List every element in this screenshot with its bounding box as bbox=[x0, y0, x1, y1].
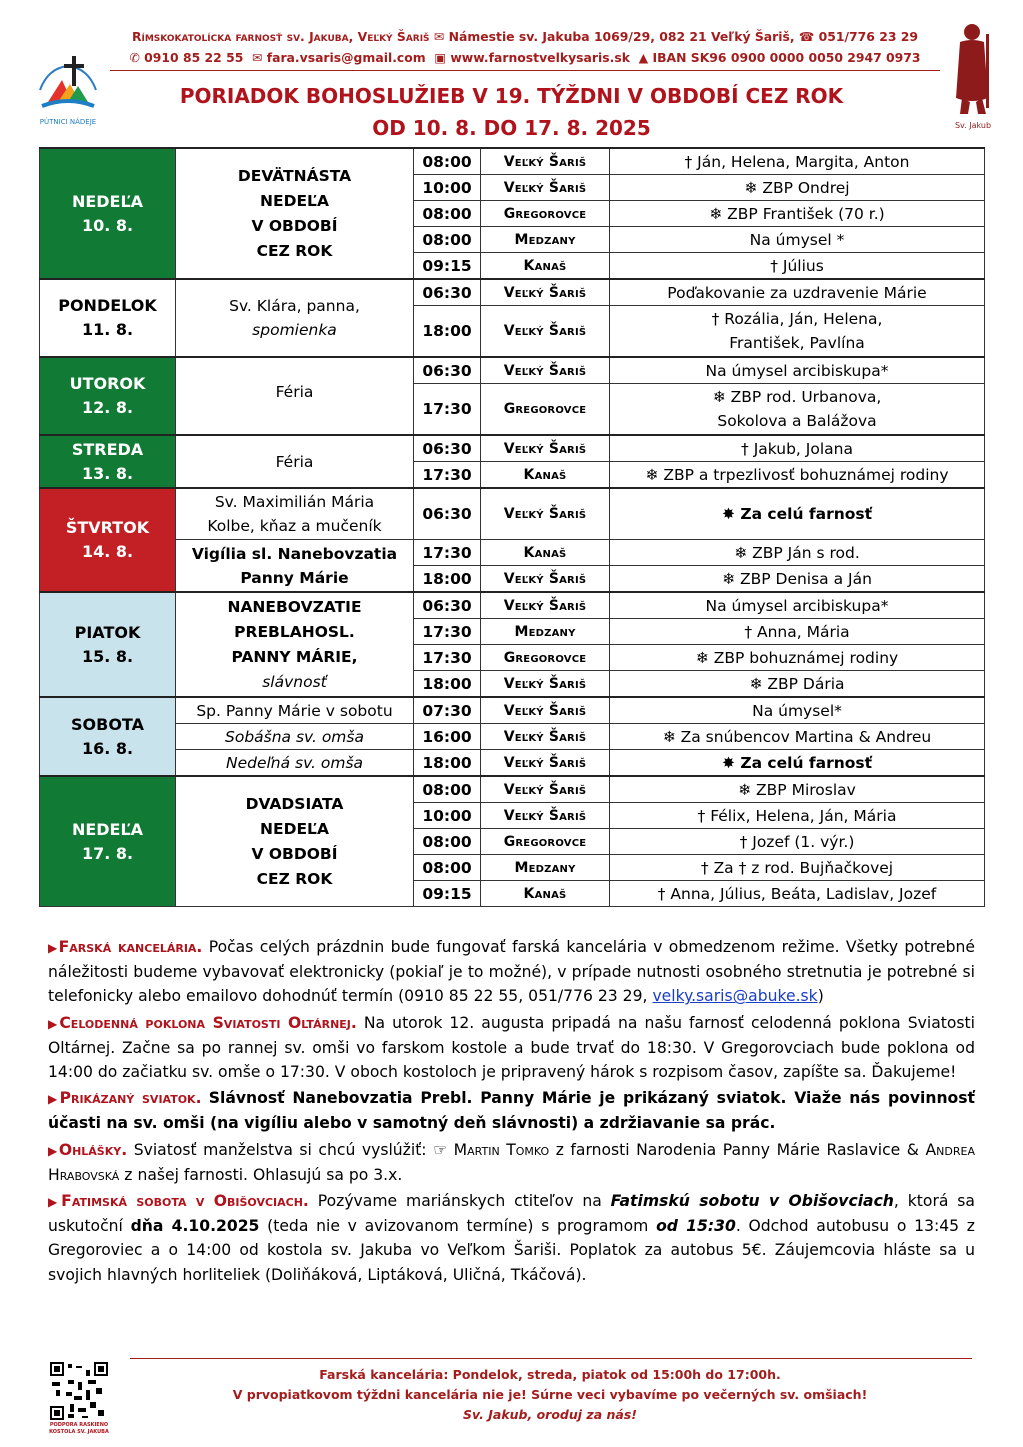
place-cell: Kanaš bbox=[481, 462, 610, 489]
email-link[interactable]: velky.saris@abuke.sk bbox=[652, 987, 818, 1006]
prayer-line: Sv. Jakub, oroduj za nás! bbox=[463, 1407, 637, 1422]
table-row bbox=[40, 148, 985, 175]
feast-cell: DVADSIATA NEDEĽA V OBDOBÍ CEZ ROK bbox=[176, 776, 414, 907]
qr-code[interactable] bbox=[50, 1362, 108, 1420]
time-cell: 17:30 bbox=[414, 384, 481, 436]
table-row bbox=[40, 279, 985, 306]
day-cell: PONDELOK 11. 8. bbox=[40, 279, 176, 357]
time-cell: 16:00 bbox=[414, 724, 481, 750]
intent-cell: † Ján, Helena, Margita, Anton bbox=[610, 148, 985, 175]
parish-email[interactable]: fara.vsaris@gmail.com bbox=[266, 50, 426, 65]
table-row bbox=[40, 488, 985, 540]
place-cell: Kanaš bbox=[481, 881, 610, 907]
parish-iban: IBAN SK96 0900 0000 0050 2947 0973 bbox=[652, 50, 921, 65]
time-cell: 10:00 bbox=[414, 803, 481, 829]
contact-line-1 bbox=[110, 26, 940, 47]
place-cell: Veľký Šariš bbox=[481, 435, 610, 462]
place-cell: Medzany bbox=[481, 227, 610, 253]
table-row bbox=[40, 540, 985, 566]
place-cell: Kanaš bbox=[481, 253, 610, 280]
pointing-hand-icon: ☞ bbox=[433, 1140, 448, 1159]
triangle-bullet-icon: ▶ bbox=[48, 941, 59, 955]
time-cell: 17:30 bbox=[414, 462, 481, 489]
table-row bbox=[40, 724, 985, 750]
announcement-adoration: ▶Celodenná poklona Sviatosti Oltárnej. Na utorok 12. augusta pripadá na našu farnosť celodenná poklona Sviatosti Oltárnej. Začne sa po rannej sv. omši vo farskom kostole a bude trvať do 18:30. V Gregorovciach bude poklona od 14:00 do začiatku sv. omše o 17:30. V oboch kostoloch je pripravený hárok s rozpisom časov, zapíšte sa. Ďakujeme! bbox=[48, 1013, 976, 1082]
time-cell: 10:00 bbox=[414, 175, 481, 201]
announcement-holyday: ▶Prikázaný sviatok. Slávnosť Nanebovzatia Prebl. Panny Márie je prikázaný sviatok. Viaže nás povinnosť účasti na sv. omši (na vigíliu alebo v samotný deň slávnosti) a zdržiavanie sa prác. bbox=[48, 1089, 975, 1133]
time-cell: 06:30 bbox=[414, 279, 481, 306]
time-cell: 06:30 bbox=[414, 592, 481, 619]
time-cell: 08:00 bbox=[414, 855, 481, 881]
intent-cell: Na úmysel arcibiskupa* bbox=[610, 357, 985, 384]
day-cell: ŠTVRTOK 14. 8. bbox=[40, 488, 176, 592]
intent-cell: ❄ Za snúbencov Martina & Andreu bbox=[610, 724, 985, 750]
place-cell: Medzany bbox=[481, 619, 610, 645]
place-cell: Gregorovce bbox=[481, 201, 610, 227]
time-cell: 06:30 bbox=[414, 435, 481, 462]
feast-cell: Vigília sl. Nanebovzatia Panny Márie bbox=[176, 540, 414, 593]
place-cell: Veľký Šariš bbox=[481, 279, 610, 306]
feast-cell: DEVÄTNÁSTA NEDEĽA V OBDOBÍ CEZ ROK bbox=[176, 148, 414, 279]
time-cell: 17:30 bbox=[414, 540, 481, 566]
day-cell: UTOROK 12. 8. bbox=[40, 357, 176, 435]
table-row bbox=[40, 750, 985, 777]
mobile-icon: ✆ bbox=[129, 50, 140, 65]
place-cell: Veľký Šariš bbox=[481, 697, 610, 724]
triangle-bullet-icon: ▶ bbox=[48, 1092, 60, 1107]
place-cell: Veľký Šariš bbox=[481, 148, 610, 175]
time-cell: 08:00 bbox=[414, 148, 481, 175]
intent-cell: † Anna, Mária bbox=[610, 619, 985, 645]
announcement-banns: ▶Ohlášky. Sviatosť manželstva si chcú vyslúžiť: ☞ Martin Tomko z farnosti Narodenia Panny Márie Raslavice & Andrea Hrabovská z našej farnosti. Ohlasujú sa po 3.x. bbox=[48, 1140, 975, 1184]
parish-contact-header bbox=[110, 26, 940, 71]
table-row bbox=[40, 435, 985, 462]
day-cell: NEDEĽA 17. 8. bbox=[40, 776, 176, 907]
feast-cell: Sobášna sv. omša bbox=[176, 724, 414, 750]
place-cell: Medzany bbox=[481, 855, 610, 881]
saint-james-logo bbox=[942, 18, 1004, 130]
feast-cell: Sp. Panny Márie v sobotu bbox=[176, 697, 414, 724]
jubilee-logo bbox=[28, 50, 108, 130]
page-title bbox=[110, 80, 913, 144]
contact-line-2 bbox=[110, 47, 940, 71]
phone-icon: ☎ bbox=[798, 29, 815, 44]
parish-address: Námestie sv. Jakuba 1069/29, 082 21 Veľký Šariš, bbox=[448, 29, 795, 44]
place-cell: Gregorovce bbox=[481, 645, 610, 671]
feast-cell: Sv. Maximilián Mária Kolbe, kňaz a mučeník bbox=[176, 488, 414, 540]
qr-caption: PODPORA RASKIENO KOSTOLA SV. JAKUBA bbox=[49, 1422, 109, 1435]
time-cell: 08:00 bbox=[414, 227, 481, 253]
intent-cell: ❄ ZBP bohuznámej rodiny bbox=[610, 645, 985, 671]
email-icon: ✉ bbox=[251, 50, 263, 65]
intent-cell: Poďakovanie za uzdravenie Márie bbox=[610, 279, 985, 306]
triangle-bullet-icon: ▶ bbox=[48, 1195, 62, 1210]
place-cell: Veľký Šariš bbox=[481, 803, 610, 829]
place-cell: Veľký Šariš bbox=[481, 750, 610, 777]
place-cell: Veľký Šariš bbox=[481, 671, 610, 698]
intent-cell: † Anna, Július, Beáta, Ladislav, Jozef bbox=[610, 881, 985, 907]
place-cell: Gregorovce bbox=[481, 829, 610, 855]
time-cell: 18:00 bbox=[414, 566, 481, 593]
intent-cell: ❄ ZBP a trpezlivosť bohuznámej rodiny bbox=[610, 462, 985, 489]
day-cell: PIATOK 15. 8. bbox=[40, 592, 176, 697]
place-cell: Veľký Šariš bbox=[481, 175, 610, 201]
intent-cell: † Félix, Helena, Ján, Mária bbox=[610, 803, 985, 829]
parish-mobile: 0910 85 22 55 bbox=[144, 50, 244, 65]
mass-schedule-table bbox=[39, 147, 985, 907]
intent-cell: Na úmysel * bbox=[610, 227, 985, 253]
intent-cell: ❄ ZBP Miroslav bbox=[610, 776, 985, 803]
place-cell: Veľký Šariš bbox=[481, 724, 610, 750]
feast-cell: Féria bbox=[176, 357, 414, 435]
intent-cell: ❄ ZBP Ján s rod. bbox=[610, 540, 985, 566]
time-cell: 09:15 bbox=[414, 253, 481, 280]
table-row bbox=[40, 592, 985, 619]
feast-cell: Sv. Klára, panna, spomienka bbox=[176, 279, 414, 357]
bank-icon: ▲ bbox=[638, 50, 649, 65]
office-hours: Farská kancelária: Pondelok, streda, piatok od 15:00h do 17:00h. bbox=[319, 1367, 781, 1382]
place-cell: Veľký Šariš bbox=[481, 306, 610, 358]
announcement-office: ▶Farská kancelária. Počas celých prázdnin bude fungovať farská kancelária v obmedzenom režime. Všetky potrebné náležitosti budeme vybavovať elektronicky (pokiaľ je to možné), v prípade nutnosti osobného stretnutia je potrebné si telefonicky alebo emailovo dohodnúť termín (0910 85 22 55, 051/776 23 29, velky.saris@abuke.sk) bbox=[48, 938, 975, 1006]
place-cell: Kanaš bbox=[481, 540, 610, 566]
place-cell: Veľký Šariš bbox=[481, 566, 610, 593]
footer bbox=[140, 1365, 960, 1425]
time-cell: 06:30 bbox=[414, 488, 481, 540]
footer-divider bbox=[130, 1358, 972, 1359]
intent-cell: ❄ ZBP Denisa a Ján bbox=[610, 566, 985, 593]
intent-cell: Na úmysel* bbox=[610, 697, 985, 724]
logo-text: PÚTNICI NÁDEJE bbox=[39, 118, 97, 126]
time-cell: 18:00 bbox=[414, 750, 481, 777]
title-line-1: PORIADOK BOHOSLUŽIEB V 19. TÝŽDNI V OBDOBÍ CEZ ROK bbox=[179, 84, 844, 108]
parish-website[interactable]: www.farnostvelkysaris.sk bbox=[450, 50, 630, 65]
intent-cell: ❄ ZBP Ondrej bbox=[610, 175, 985, 201]
logo-caption: Sv. Jakub bbox=[954, 121, 992, 130]
feast-cell: Nedeľná sv. omša bbox=[176, 750, 414, 777]
time-cell: 18:00 bbox=[414, 671, 481, 698]
triangle-bullet-icon: ▶ bbox=[48, 1016, 60, 1031]
place-cell: Veľký Šariš bbox=[481, 592, 610, 619]
office-note: V prvopiatkovom týždni kancelária nie je! Súrne veci vybavíme po večerných sv. omšiach! bbox=[232, 1387, 868, 1402]
intent-cell: ✸ Za celú farnosť bbox=[610, 488, 985, 540]
parish-name: Rímskokatolícka farnosť sv. Jakuba, Veľký Šariš bbox=[131, 29, 430, 44]
time-cell: 06:30 bbox=[414, 357, 481, 384]
place-cell: Veľký Šariš bbox=[481, 776, 610, 803]
time-cell: 09:15 bbox=[414, 881, 481, 907]
table-row bbox=[40, 776, 985, 803]
day-cell: NEDEĽA 10. 8. bbox=[40, 148, 176, 279]
parish-phone: 051/776 23 29 bbox=[818, 29, 919, 44]
intent-cell: † Jakub, Jolana bbox=[610, 435, 985, 462]
intent-cell: ❄ ZBP František (70 r.) bbox=[610, 201, 985, 227]
time-cell: 17:30 bbox=[414, 645, 481, 671]
intent-cell: † Július bbox=[610, 253, 985, 280]
time-cell: 08:00 bbox=[414, 776, 481, 803]
title-line-2: OD 10. 8. DO 17. 8. 2025 bbox=[372, 116, 651, 140]
mail-icon: ✉ bbox=[433, 29, 445, 44]
table-row bbox=[40, 697, 985, 724]
feast-cell: Féria bbox=[176, 435, 414, 488]
intent-cell: ❄ ZBP rod. Urbanova, Sokolova a Balážova bbox=[610, 384, 985, 436]
intent-cell: ✸ Za celú farnosť bbox=[610, 750, 985, 777]
announcement-fatima: ▶Fatimská sobota v Obišovciach. Pozývame mariánskych ctiteľov na Fatimskú sobotu v Obišovciach, ktorá sa uskutoční dňa 4.10.2025 (teda nie v avizovanom termíne) s programom od 15:30. Odchod autobusu o 13:45 z Gregoroviec a o 14:00 od kostola sv. Jakuba vo Veľkom Šariši. Poplatok za autobus 5€. Záujemcovia hláste sa u svojich hlavných horliteliek (Doliňáková, Liptáková, Uličná, Tkáčová). bbox=[48, 1192, 975, 1284]
place-cell: Gregorovce bbox=[481, 384, 610, 436]
time-cell: 08:00 bbox=[414, 829, 481, 855]
intent-cell: ❄ ZBP Dária bbox=[610, 671, 985, 698]
intent-cell: † Za † z rod. Bujňačkovej bbox=[610, 855, 985, 881]
feast-cell: NANEBOVZATIE PREBLAHOSL. PANNY MÁRIE, slávnosť bbox=[176, 592, 414, 697]
time-cell: 07:30 bbox=[414, 697, 481, 724]
place-cell: Veľký Šariš bbox=[481, 357, 610, 384]
triangle-bullet-icon: ▶ bbox=[48, 1143, 59, 1158]
time-cell: 18:00 bbox=[414, 306, 481, 358]
table-row bbox=[40, 357, 985, 384]
place-cell: Veľký Šariš bbox=[481, 488, 610, 540]
announcements bbox=[48, 935, 975, 1289]
web-icon: ▣ bbox=[434, 50, 447, 65]
intent-cell: † Jozef (1. výr.) bbox=[610, 829, 985, 855]
intent-cell: Na úmysel arcibiskupa* bbox=[610, 592, 985, 619]
day-cell: SOBOTA 16. 8. bbox=[40, 697, 176, 776]
time-cell: 17:30 bbox=[414, 619, 481, 645]
day-cell: STREDA 13. 8. bbox=[40, 435, 176, 488]
intent-cell: † Rozália, Ján, Helena, František, Pavlína bbox=[610, 306, 985, 358]
time-cell: 08:00 bbox=[414, 201, 481, 227]
